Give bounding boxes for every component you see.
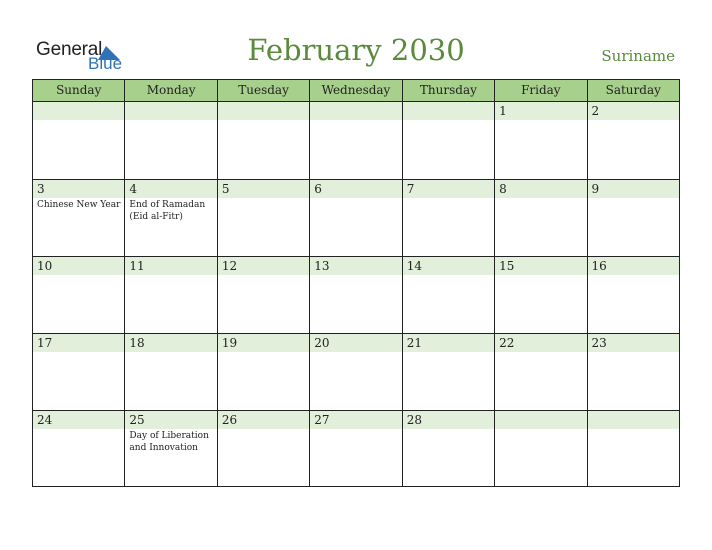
day-number: 11 — [129, 259, 145, 273]
weekday-header: Sunday — [56, 83, 102, 97]
weekday-header-row — [33, 80, 679, 102]
day-cell — [402, 257, 494, 333]
day-cell — [33, 180, 124, 256]
day-cell — [33, 102, 124, 179]
day-number-band — [218, 102, 309, 120]
day-number-band — [495, 102, 586, 120]
day-cell — [217, 102, 309, 179]
day-number-band — [125, 102, 216, 120]
day-cell — [309, 334, 401, 410]
day-cell — [402, 334, 494, 410]
day-cell — [124, 334, 216, 410]
day-number-band — [495, 411, 586, 429]
day-cell — [402, 102, 494, 179]
day-number-band — [588, 102, 679, 120]
day-number: 26 — [221, 413, 238, 427]
calendar-week-row — [33, 333, 679, 410]
day-cell — [309, 102, 401, 179]
day-cell — [587, 411, 679, 487]
day-number: 23 — [591, 336, 607, 350]
day-number-band — [495, 180, 586, 198]
day-cell — [587, 180, 679, 256]
day-cell — [124, 102, 216, 179]
day-cell — [494, 180, 586, 256]
day-number: 6 — [314, 182, 322, 196]
day-number-band — [588, 411, 679, 429]
day-number: 9 — [591, 182, 600, 196]
day-number: 8 — [499, 182, 507, 196]
calendar-week-row — [33, 410, 679, 487]
logo-text-general: General — [36, 39, 103, 60]
day-number-band — [33, 180, 124, 198]
day-number: 1 — [499, 104, 507, 118]
weekday-header: Wednesday — [309, 80, 401, 101]
day-cell — [217, 411, 309, 487]
day-number: 19 — [221, 336, 238, 350]
day-cell — [587, 102, 679, 179]
day-number-band — [310, 102, 401, 120]
day-number: 2 — [591, 104, 600, 118]
day-number: 10 — [37, 259, 53, 273]
day-cell — [402, 180, 494, 256]
day-cell — [33, 411, 124, 487]
calendar-week-row — [33, 102, 679, 179]
holiday-label: Chinese New Year — [37, 200, 121, 210]
day-number: 14 — [406, 259, 422, 273]
day-cell — [33, 257, 124, 333]
day-number: 5 — [221, 182, 230, 196]
weekday-header: Monday — [124, 80, 216, 101]
day-number: 22 — [499, 336, 515, 350]
day-number: 18 — [129, 336, 145, 350]
day-number: 15 — [499, 259, 515, 273]
day-cell — [217, 334, 309, 410]
day-number: 16 — [591, 259, 607, 273]
day-number-band — [403, 180, 494, 198]
day-number-band — [33, 102, 124, 120]
calendar-grid — [32, 79, 680, 487]
day-number: 27 — [314, 413, 330, 427]
day-number-band — [125, 180, 216, 198]
day-cell — [494, 257, 586, 333]
day-number: 4 — [129, 182, 138, 196]
day-number: 17 — [37, 336, 53, 350]
day-cell — [494, 102, 586, 179]
day-cell — [217, 257, 309, 333]
weekday-header: Friday — [494, 80, 586, 101]
day-cell — [309, 257, 401, 333]
page-title: February 2030 — [247, 33, 465, 67]
logo-text-blue: Blue — [88, 54, 123, 73]
holiday-label: Day of Liberation and Innovation — [129, 431, 209, 453]
day-cell — [309, 180, 401, 256]
day-number: 12 — [221, 259, 238, 273]
day-cell — [217, 180, 309, 256]
day-number-band — [218, 180, 309, 198]
day-number: 24 — [37, 413, 53, 427]
calendar-week-row — [33, 179, 679, 256]
calendar-week-row — [33, 256, 679, 333]
day-cell — [309, 411, 401, 487]
day-cell — [124, 411, 216, 487]
day-number-band — [588, 180, 679, 198]
day-number-band — [403, 102, 494, 120]
day-cell — [124, 257, 216, 333]
weekday-header: Tuesday — [217, 80, 309, 101]
day-number: 3 — [37, 182, 45, 196]
day-cell — [587, 257, 679, 333]
day-cell — [124, 180, 216, 256]
holiday-label: End of Ramadan (Eid al-Fitr) — [129, 200, 206, 222]
day-number-band — [310, 180, 401, 198]
day-cell — [494, 411, 586, 487]
weekday-header: Saturday — [587, 80, 679, 101]
day-number: 20 — [314, 336, 330, 350]
day-number: 21 — [406, 336, 422, 350]
day-cell — [587, 334, 679, 410]
day-number: 25 — [129, 413, 145, 427]
day-number: 7 — [406, 182, 415, 196]
day-cell — [33, 334, 124, 410]
day-number: 28 — [406, 413, 422, 427]
weekday-header: Thursday — [402, 80, 494, 101]
calendar-weeks — [33, 102, 679, 487]
country-label: Suriname — [601, 47, 675, 65]
brand-logo — [36, 40, 128, 74]
day-number: 13 — [314, 259, 330, 273]
day-cell — [402, 411, 494, 487]
day-cell — [494, 334, 586, 410]
